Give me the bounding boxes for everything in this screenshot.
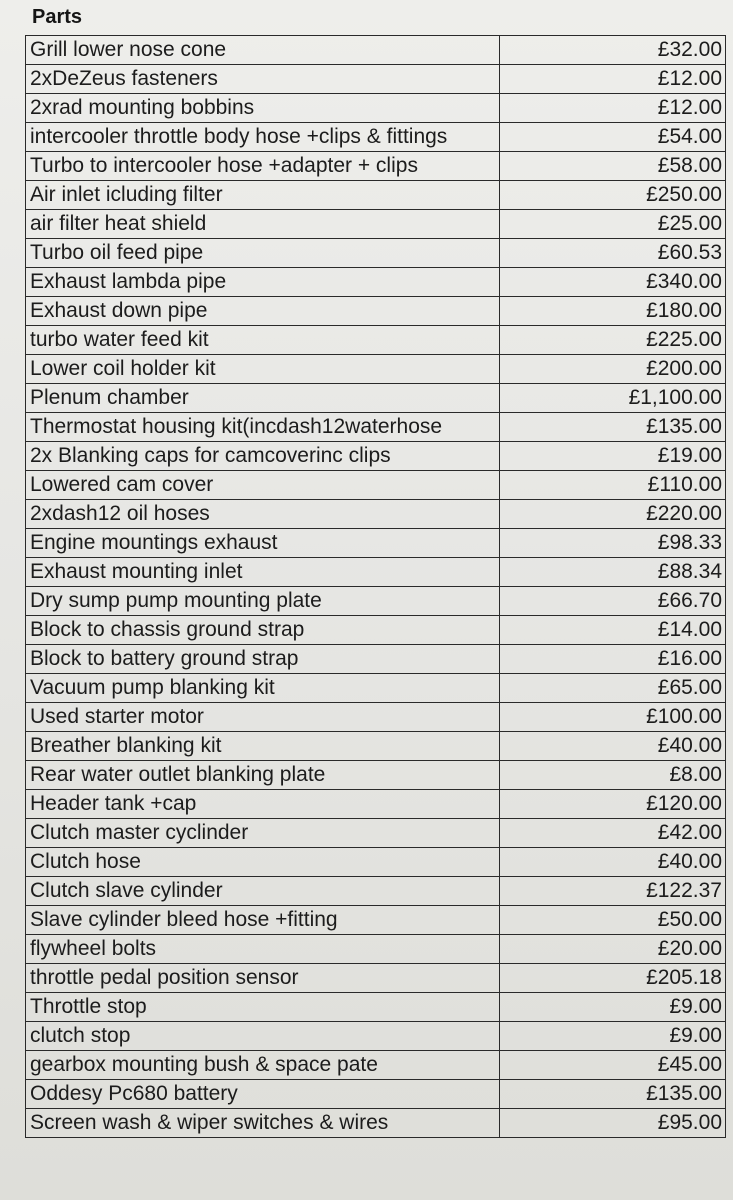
table-row [26, 181, 726, 210]
part-name-cell: Oddesy Pc680 battery [26, 1080, 500, 1109]
table-row [26, 442, 726, 471]
part-price-cell: £205.18 [500, 964, 726, 993]
part-name-cell: Clutch slave cylinder [26, 877, 500, 906]
table-row [26, 123, 726, 152]
part-price-cell: £58.00 [500, 152, 726, 181]
part-price-cell: £1,100.00 [500, 384, 726, 413]
part-name-cell: Dry sump pump mounting plate [26, 587, 500, 616]
table-row [26, 297, 726, 326]
table-row [26, 587, 726, 616]
table-row [26, 790, 726, 819]
table-row [26, 1080, 726, 1109]
part-price-cell: £20.00 [500, 935, 726, 964]
part-price-cell: £250.00 [500, 181, 726, 210]
table-row [26, 529, 726, 558]
part-name-cell: Exhaust lambda pipe [26, 268, 500, 297]
part-price-cell: £120.00 [500, 790, 726, 819]
part-name-cell: Screen wash & wiper switches & wires [26, 1109, 500, 1138]
table-row [26, 935, 726, 964]
part-price-cell: £98.33 [500, 529, 726, 558]
part-name-cell: 2x Blanking caps for camcoverinc clips [26, 442, 500, 471]
part-name-cell: Breather blanking kit [26, 732, 500, 761]
part-price-cell: £54.00 [500, 123, 726, 152]
table-row [26, 65, 726, 94]
part-price-cell: £110.00 [500, 471, 726, 500]
table-row [26, 94, 726, 123]
part-price-cell: £95.00 [500, 1109, 726, 1138]
part-name-cell: air filter heat shield [26, 210, 500, 239]
table-row [26, 1022, 726, 1051]
part-price-cell: £9.00 [500, 1022, 726, 1051]
table-row [26, 761, 726, 790]
part-name-cell: Clutch master cyclinder [26, 819, 500, 848]
part-name-cell: Lower coil holder kit [26, 355, 500, 384]
page-title: Parts [32, 6, 83, 28]
part-name-cell: Lowered cam cover [26, 471, 500, 500]
table-row [26, 964, 726, 993]
part-name-cell: 2xDeZeus fasteners [26, 65, 500, 94]
parts-table-body [26, 36, 726, 1138]
part-name-cell: turbo water feed kit [26, 326, 500, 355]
part-price-cell: £9.00 [500, 993, 726, 1022]
part-name-cell: Thermostat housing kit(incdash12waterhose [26, 413, 500, 442]
table-row [26, 1051, 726, 1080]
table-row [26, 355, 726, 384]
part-price-cell: £42.00 [500, 819, 726, 848]
table-row [26, 239, 726, 268]
part-price-cell: £12.00 [500, 94, 726, 123]
part-price-cell: £25.00 [500, 210, 726, 239]
part-name-cell: clutch stop [26, 1022, 500, 1051]
part-price-cell: £40.00 [500, 848, 726, 877]
part-name-cell: Clutch hose [26, 848, 500, 877]
part-price-cell: £60.53 [500, 239, 726, 268]
part-name-cell: Block to chassis ground strap [26, 616, 500, 645]
table-row [26, 326, 726, 355]
part-price-cell: £135.00 [500, 1080, 726, 1109]
table-row [26, 1109, 726, 1138]
part-name-cell: Throttle stop [26, 993, 500, 1022]
table-row [26, 993, 726, 1022]
part-name-cell: Grill lower nose cone [26, 36, 500, 65]
part-price-cell: £100.00 [500, 703, 726, 732]
part-price-cell: £16.00 [500, 645, 726, 674]
part-name-cell: Slave cylinder bleed hose +fitting [26, 906, 500, 935]
table-row [26, 558, 726, 587]
part-price-cell: £12.00 [500, 65, 726, 94]
part-price-cell: £340.00 [500, 268, 726, 297]
part-price-cell: £225.00 [500, 326, 726, 355]
part-price-cell: £65.00 [500, 674, 726, 703]
table-row [26, 384, 726, 413]
part-price-cell: £200.00 [500, 355, 726, 384]
part-price-cell: £88.34 [500, 558, 726, 587]
part-price-cell: £8.00 [500, 761, 726, 790]
table-row [26, 877, 726, 906]
part-price-cell: £220.00 [500, 500, 726, 529]
table-row [26, 413, 726, 442]
table-row [26, 732, 726, 761]
part-name-cell: Engine mountings exhaust [26, 529, 500, 558]
part-name-cell: Used starter motor [26, 703, 500, 732]
table-row [26, 703, 726, 732]
part-name-cell: Rear water outlet blanking plate [26, 761, 500, 790]
table-row [26, 848, 726, 877]
parts-table [25, 35, 726, 1138]
table-row [26, 500, 726, 529]
part-price-cell: £19.00 [500, 442, 726, 471]
part-name-cell: Exhaust down pipe [26, 297, 500, 326]
part-price-cell: £122.37 [500, 877, 726, 906]
table-row [26, 471, 726, 500]
part-name-cell: Turbo oil feed pipe [26, 239, 500, 268]
part-name-cell: 2xrad mounting bobbins [26, 94, 500, 123]
part-name-cell: Vacuum pump blanking kit [26, 674, 500, 703]
part-name-cell: Plenum chamber [26, 384, 500, 413]
part-name-cell: intercooler throttle body hose +clips & fittings [26, 123, 500, 152]
table-row [26, 268, 726, 297]
part-price-cell: £66.70 [500, 587, 726, 616]
table-row [26, 36, 726, 65]
part-name-cell: Header tank +cap [26, 790, 500, 819]
part-name-cell: 2xdash12 oil hoses [26, 500, 500, 529]
table-row [26, 645, 726, 674]
part-price-cell: £14.00 [500, 616, 726, 645]
part-price-cell: £45.00 [500, 1051, 726, 1080]
table-row [26, 616, 726, 645]
part-price-cell: £40.00 [500, 732, 726, 761]
part-name-cell: Block to battery ground strap [26, 645, 500, 674]
part-name-cell: Turbo to intercooler hose +adapter + clips [26, 152, 500, 181]
part-name-cell: Exhaust mounting inlet [26, 558, 500, 587]
table-row [26, 819, 726, 848]
part-name-cell: flywheel bolts [26, 935, 500, 964]
table-row [26, 674, 726, 703]
part-price-cell: £180.00 [500, 297, 726, 326]
table-row [26, 210, 726, 239]
table-row [26, 152, 726, 181]
part-price-cell: £135.00 [500, 413, 726, 442]
part-price-cell: £32.00 [500, 36, 726, 65]
part-name-cell: throttle pedal position sensor [26, 964, 500, 993]
part-price-cell: £50.00 [500, 906, 726, 935]
table-row [26, 906, 726, 935]
part-name-cell: gearbox mounting bush & space pate [26, 1051, 500, 1080]
part-name-cell: Air inlet icluding filter [26, 181, 500, 210]
